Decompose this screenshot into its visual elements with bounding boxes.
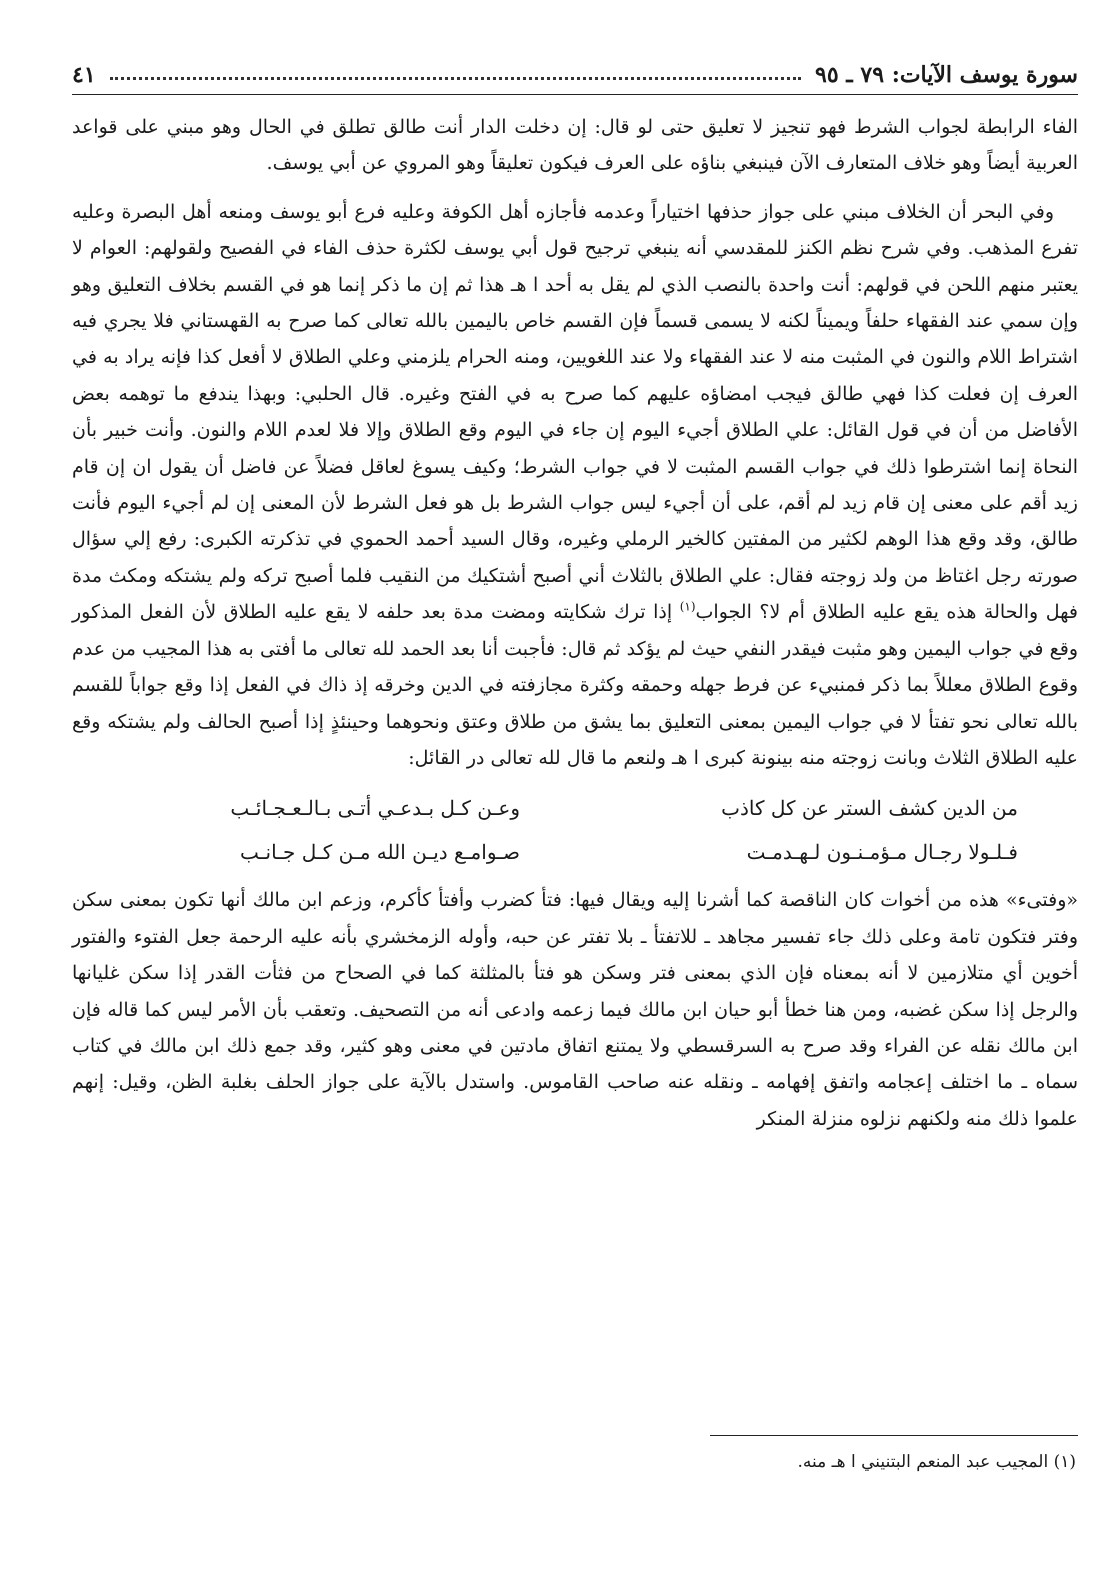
poem: [72, 786, 1078, 874]
running-title: سورة يوسف الآيات: ٧٩ ـ ٩٥: [815, 62, 1078, 88]
footnote-text: المجيب عبد المنعم البتنيني ا هـ منه.: [797, 1452, 1049, 1472]
paragraph-2-text: وفي البحر أن الخلاف مبني على جواز حذفها اختياراً وعدمه فأجازه أهل الكوفة وعليه فرع أبو يوسف ومنعه أهل البصرة وعليه تفرع المذهب. وفي شرح نظم الكنز للمقدسي أنه ينبغي ترجيح قول أبي يوسف لكثرة حذف الفاء في الفصيح ولقولهم: العوام لا يعتبر منهم اللحن في قولهم: أنت واحدة بالنصب الذي لم يقل به أحد ا هـ هذا ثم إن ما ذكر إنما هو في القسم بخلاف التعليق وهو وإن سمي عند الفقهاء حلفاً ويميناً لكنه لا يسمى قسماً فإن القسم خاص باليمين بالله تعالى كما صرح به القهستاني فلا يجري فيه اشتراط اللام والنون في المثبت منه لا عند الفقهاء ولا عند اللغويين، ومنه الحرام يلزمني وعلي الطلاق لا أفعل كذا فإنه يراد به في العرف إن فعلت كذا فهي طالق فيجب امضاؤه عليهم كما صرح به في الفتح وغيره. قال الحلبي: وبهذا يندفع ما توهمه بعض الأفاضل من أن في قول القائل: علي الطلاق أجيء اليوم إن جاء في اليوم وقع الطلاق وإلا فلا لعدم اللام والنون. وأنت خبير بأن النحاة إنما اشترطوا ذلك في جواب القسم المثبت لا في جواب الشرط؛ وكيف يسوغ لعاقل فضلاً عن فاضل أن يقول ان إن قام زيد أقم على معنى إن قام زيد لم أقم، على أن أجيء ليس جواب الشرط بل هو فعل الشرط لأن المعنى إن لم أجيء اليوم فأنت طالق، وقد وقع هذا الوهم لكثير من المفتين كالخير الرملي وغيره، وقال السيد أحمد الحموي في تذكرته الكبرى: رفع إلي سؤال صورته رجل اغتاظ من ولد زوجته فقال: علي الطلاق بالثلاث أني أصبح أشتكيك من النقيب فلما أصبح تركه ولم يشتكه ومكث مدة فهل والحالة هذه يقع عليه الطلاق أم لا؟ الجواب: [72, 200, 1078, 624]
poem-hemistich-first: من الدين كشف الستر عن كل كاذب: [721, 796, 1018, 821]
footnote-marker[interactable]: (١): [679, 599, 696, 614]
paragraph-3: «وفتىء» هذه من أخوات كان الناقصة كما أشرنا إليه ويقال فيها: فتأ كضرب وأفتأ كأكرم، وزعم ابن مالك أنها تكون بمعنى سكن وفتر فتكون تامة وعلى ذلك جاء تفسير مجاهد ـ للاتفتأ ـ بلا تفتر عن حبه، وأوله الزمخشري بأنه عليه الرحمة جعل الفتوء والفتور أخوين أي متلازمين لا أنه بمعناه فإن الذي بمعنى فتر وسكن هو فتأ بالمثلثة كما في الصحاح من فثأت القدر إذا سكن غليانها والرجل إذا سكن غضبه، ومن هنا خطأ أبو حيان ابن مالك فيما زعمه وادعى أنه من التصحيف. وتعقب بأن الأمر ليس كما قاله فإن ابن مالك نقله عن الفراء وقد صرح به السرقسطي ولا يمتنع اتفاق مادتين في معنى وهو كثير، وقد جمع ذلك ابن مالك في كتاب سماه ـ ما اختلف إعجامه واتفق إفهامه ـ ونقله عنه صاحب القاموس. واستدل بالآية على جواز الحلف بغلبة الظن، وقيل: إنهم علموا ذلك منه ولكنهم نزلوه منزلة المنكر: [72, 889, 1078, 1130]
poem-verse: [72, 830, 1078, 874]
running-head: [72, 52, 1078, 95]
page-number: ٤١: [72, 62, 96, 88]
poem-verse: [72, 786, 1078, 830]
body-text: [72, 109, 1078, 1137]
paragraph-2-end: مجازفته في الدين وخرقه إذ ذاك في الفعل إذا وقع جواباً للقسم بالله تعالى نحو تفتأ لا في جواب اليمين بمعنى التعليق بما يشق من طلاق وعتق ونحوهما وحينئذٍ إذا أصبح الحالف ولم يشتكه وقع عليه الطلاق الثلاث وبانت زوجته منه بينونة كبرى ا هـ ولنعم ما قال لله تعالى در القائل:: [72, 674, 1078, 769]
paragraph-1: الفاء الرابطة لجواب الشرط فهو تنجيز لا تعليق حتى لو قال: إن دخلت الدار أنت طالق تطلق في الحال وهو مبني على قواعد العربية أيضاً وهو خلاف المتعارف الآن فينبغي بناؤه على العرف فيكون تعليقاً وهو المروي عن أبي يوسف.: [72, 116, 1078, 175]
poem-hemistich-second: صـوامـع ديـن الله مـن كـل جـانـب: [240, 840, 520, 865]
page: [72, 52, 1078, 1552]
footnote-separator: [710, 1435, 1078, 1436]
poem-hemistich-second: وعـن كـل بـدعـي أتـى بـالـعـجـائـب: [230, 796, 520, 821]
footnote: [798, 1452, 1077, 1472]
paragraph-2: [72, 194, 1078, 777]
poem-hemistich-first: فـلـولا رجـال مـؤمـنـون لـهـدمـت: [746, 840, 1018, 865]
paragraph-2-tail: إذا ترك شكايته ومضت مدة بعد حلفه لا يقع عليه الطلاق لأن الفعل المذكور وقع في جواب اليمين وهو مثبت فيقدر النفي حيث لم يؤكد ثم قال: فأجبت أنا بعد الحمد لله تعالى ما أفتى به هذا المجيب من عدم وقوع الطلاق معللاً بما ذكر فمنبيء عن فرط جهله وحمقه وكثرة: [72, 601, 1078, 697]
footnote-number: (١): [1053, 1452, 1076, 1472]
leader-dots: [110, 77, 801, 80]
